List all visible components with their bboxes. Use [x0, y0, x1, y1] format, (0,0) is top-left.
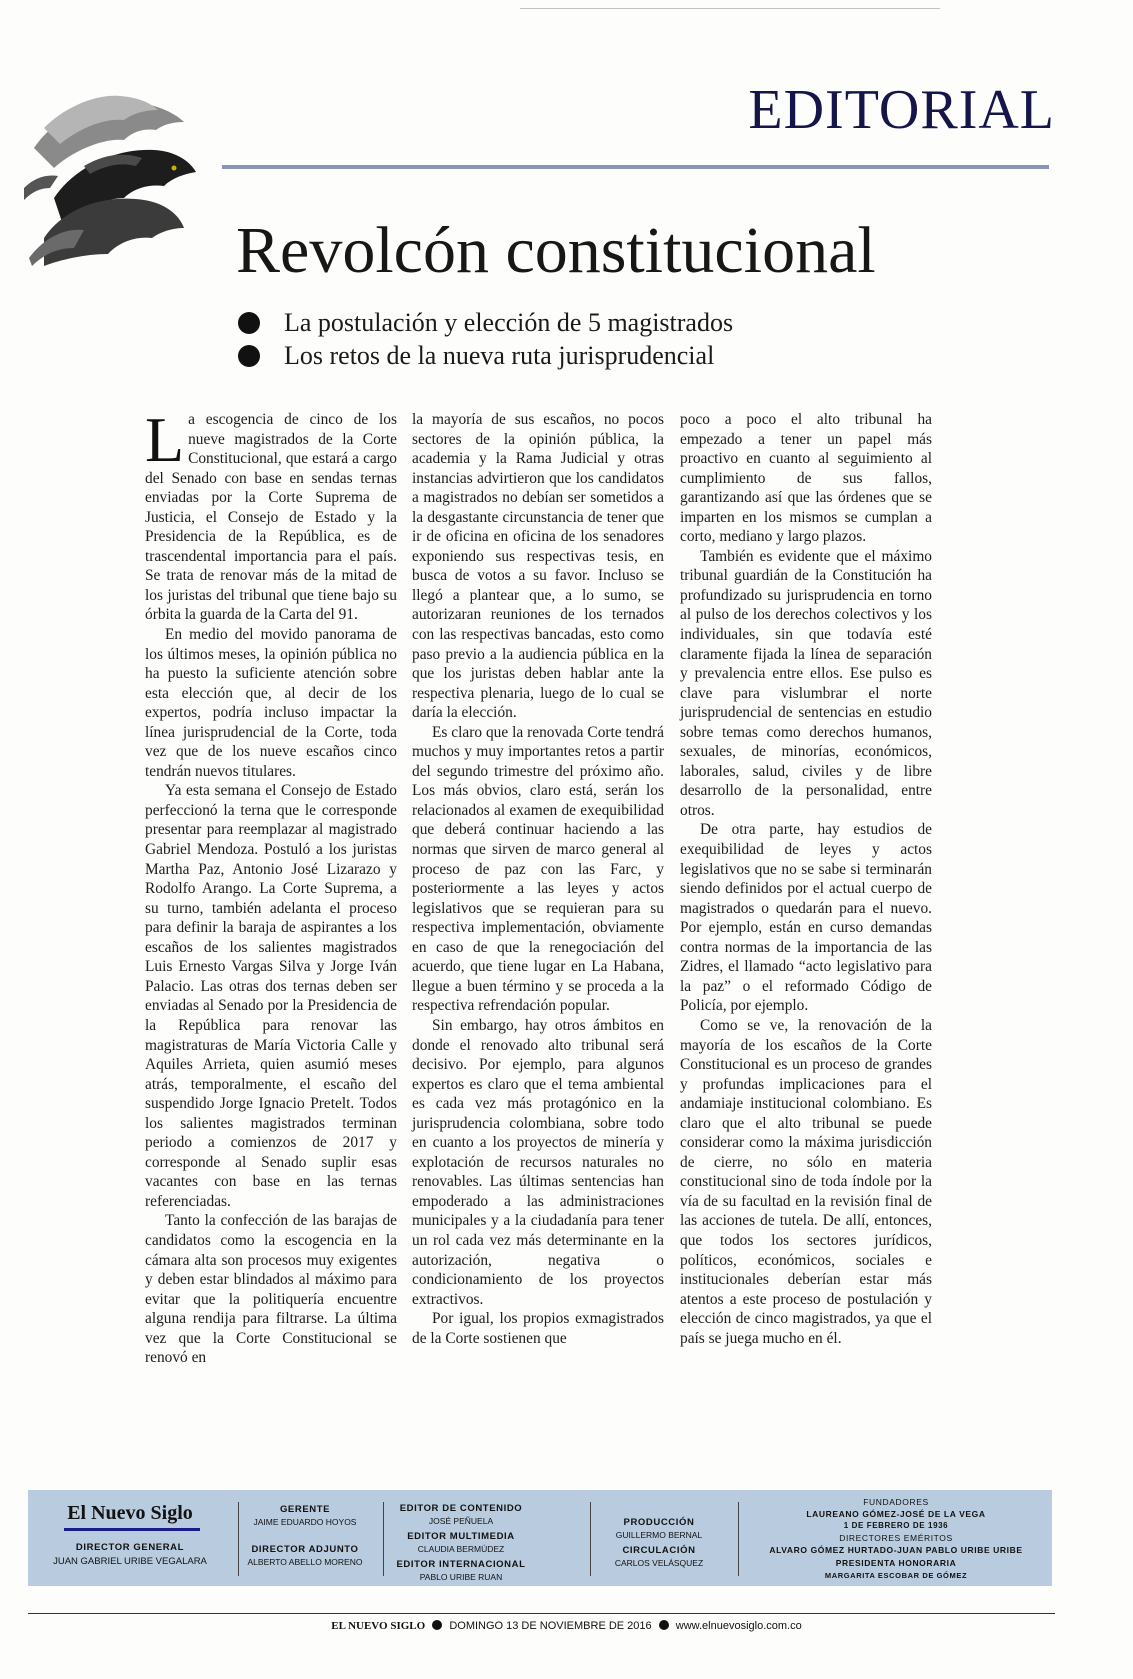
- circulacion-title: CIRCULACIÓN: [622, 1545, 696, 1556]
- produccion-name: GUILLERMO BERNAL: [615, 1530, 703, 1540]
- paragraph: También es evidente que el máximo tribunal guardián de la Constitución ha profundizado su jurisprudencia en torno al pulso de los derechos colectivos y los individuales, sin que todavía esté claramente fijada la línea de separación y prevalencia entre ellos. Ese pulso es clave para vislumbrar el norte jurisprudencial de sentencias en estudio sobre temas como derechos humanos, sexuales, de minorías, económicos, laborales, salud, civiles y de libre desarrollo de la personalidad, entre otros.: [680, 547, 932, 819]
- horse-sculpture-illustration: [24, 88, 202, 268]
- director-adjunto-title: DIRECTOR ADJUNTO: [251, 1544, 359, 1555]
- drop-cap: L: [145, 404, 185, 475]
- footer-url: www.elnuevosiglo.com.co: [675, 1620, 802, 1632]
- circulacion-name: CARLOS VELÁSQUEZ: [614, 1558, 704, 1568]
- paragraph: Es claro que la renovada Corte tendrá muchos y muy importantes retos a partir del segundo trimestre del próximo año. Los más obvios, claro está, serán los relacionados al examen de exequibilidad que deberá continuar haciendo a las normas que sirven de marco general al proceso de paz con las Farc, y posteriormente a las leyes y actos legislativos que se requieran para su respectiva implementación, obviamente en caso de que la renegociación del acuerdo, que tiene lugar en La Habana, llegue a buen término y se proceda a la respectiva refrendación popular.: [412, 723, 664, 1015]
- masthead-divider: [383, 1502, 384, 1576]
- article-column-2: [412, 410, 664, 1348]
- director-adjunto-name: ALBERTO ABELLO MORENO: [247, 1557, 363, 1567]
- article-column-3: [680, 410, 932, 1348]
- deck-item: [238, 308, 733, 338]
- header-rule: [222, 165, 1049, 169]
- paragraph: [145, 404, 397, 625]
- masthead-divider: [590, 1502, 591, 1576]
- gerente-name: JAIME EDUARDO HOYOS: [253, 1517, 357, 1527]
- fundadores-title: FUNDADORES: [863, 1497, 929, 1507]
- paragraph: De otra parte, hay estudios de exequibilidad de leyes y actos legislativos que no se sabe si terminarán siendo definidos por el actual cuerpo de magistrados o quedarán para el nuevo. Por ejemplo, están en curso demandas contra normas de la importancia de las Zidres, el llamado “acto legislativo para la paz” o el reformado Código de Policía, por ejemplo.: [680, 821, 932, 1015]
- newspaper-logo: El Nuevo Siglo: [67, 1502, 193, 1524]
- masthead-divider: [238, 1502, 239, 1576]
- bullet-icon: [659, 1620, 669, 1630]
- section-label: EDITORIAL: [748, 79, 1055, 141]
- paragraph: Tanto la confección de las barajas de candidatos como la escogencia en la cámara alta son procesos muy exigentes y deben estar blindados al máximo para evitar que la politiquería encuentre alguna rendija para filtrarse. La última vez que la Corte Constitucional se renovó en: [145, 1212, 397, 1367]
- bullet-icon: [238, 345, 260, 367]
- director-general-name: JUAN GABRIEL URIBE VEGALARA: [53, 1556, 207, 1567]
- deck-text: La postulación y elección de 5 magistrados: [284, 308, 734, 337]
- paragraph: Ya esta semana el Consejo de Estado perfeccionó la terna que le corresponde presentar para reemplazar al magistrado Gabriel Mendoza. Postuló a los juristas Martha Paz, Antonio José Lizarazo y Rodolfo Arango. La Corte Suprema, a su turno, también adelanta el proceso para definir la baraja de aspirantes a los escaños de los salientes magistrados Luis Ernesto Vargas Silva y Jorge Iván Palacio. Las otras dos ternas deben ser enviadas al Senado por la Presidencia de la República para renovar las magistraturas de María Victoria Calle y Aquiles Arrieta, quien asumió meses atrás, temporalmente, el escaño del suspendido Jorge Ignacio Pretelt. Todos los salientes magistrados terminan periodo a comienzos de 2017 y corresponde al Senado suplir esas vacantes con base en las ternas referenciadas.: [145, 782, 397, 1210]
- editor-internacional-name: PABLO URIBE RUAN: [419, 1572, 503, 1582]
- produccion-title: PRODUCCIÓN: [623, 1517, 695, 1528]
- paragraph: Como se ve, la renovación de la mayoría de los escaños de la Corte Constitucional es un proceso de grandes y profundas implicaciones para el andamiaje institucional colombiano. Es claro que el alto tribunal se puede considerar como la máxima jurisdicción de cierre, no sólo en materia constitucional sino de toda índole por la vía de su facultad en la revisión final de las acciones de tutela. De allí, entonces, que todos los sectores jurídicos, políticos, económicos, sociales e institucionales deberían estar más atentos a este proceso de postulación y elección de cinco magistrados, ya que el país se juega mucho en él.: [680, 1016, 932, 1347]
- paragraph: En medio del movido panorama de los últimos meses, la opinión pública no ha puesto la suficiente atención sobre esta elección que, al decir de los expertos, podría incluso impactar la línea jurisprudencial de la Corte, toda vez que de los nueve escaños cinco tendrán nuevos titulares.: [145, 626, 397, 780]
- bullet-icon: [238, 312, 260, 334]
- director-general-title: DIRECTOR GENERAL: [75, 1542, 185, 1553]
- page-footer: [0, 1620, 1133, 1632]
- headline: Revolcón constitucional: [236, 214, 876, 287]
- editor-contenido-title: EDITOR DE CONTENIDO: [399, 1503, 523, 1514]
- paragraph: Sin embargo, hay otros ámbitos en donde el renovado alto tribunal será decisivo. Por ejemplo, para algunos expertos es claro que el tema ambiental es cada vez más protagónico en la jurisprudencia colombiana, sobre todo en cuanto a los proyectos de minería y explotación de recursos naturales no renovables. Las últimas sentencias han empoderado a las administraciones municipales y a la ciudadanía para tener un rol cada vez más determinante en la autorización, negativa o condicionamiento de los proyectos extractivos.: [412, 1016, 664, 1308]
- article-column-1: [145, 404, 397, 1368]
- deck-text: Los retos de la nueva ruta jurisprudencial: [284, 341, 715, 370]
- fundacion-fecha: 1 DE FEBRERO DE 1936: [843, 1521, 949, 1530]
- editor-multimedia-title: EDITOR MULTIMEDIA: [407, 1531, 515, 1542]
- paragraph: poco a poco el alto tribunal ha empezado a tener un papel más proactivo en cuanto al seguimiento al cumplimiento de sus fallos, garantizando así que las órdenes que se imparten en los mismos se cumplan a corto, mediano y largo plazos.: [680, 411, 932, 546]
- masthead-box: [28, 1490, 1052, 1586]
- top-scan-rule: [520, 8, 940, 9]
- masthead-divider: [738, 1502, 739, 1576]
- presidenta-name: MARGARITA ESCOBAR DE GÓMEZ: [824, 1571, 968, 1580]
- editor-internacional-title: EDITOR INTERNACIONAL: [396, 1559, 526, 1570]
- gerente-title: GERENTE: [279, 1504, 331, 1515]
- editor-multimedia-name: CLAUDIA BERMÚDEZ: [417, 1544, 505, 1554]
- fundadores-names: LAUREANO GÓMEZ-JOSÉ DE LA VEGA: [806, 1509, 986, 1519]
- emeritos-names: ALVARO GÓMEZ HURTADO-JUAN PABLO URIBE URIBE: [769, 1545, 1023, 1555]
- bullet-icon: [432, 1620, 442, 1630]
- footer-brand: EL NUEVO SIGLO: [331, 1620, 426, 1632]
- footer-date: DOMINGO 13 DE NOVIEMBRE DE 2016: [449, 1620, 652, 1632]
- paragraph: Por igual, los propios exmagistrados de la Corte sostienen que: [412, 1310, 664, 1347]
- paragraph: la mayoría de sus escaños, no pocos sectores de la opinión pública, la academia y la Rama Judicial y otras instancias advirtieron que los candidatos a magistrados no debían ser sometidos a la desgastante circunstancia de tener que ir de oficina en oficina de los senadores exponiendo sus respectivas tesis, en busca de votos a su favor. Incluso se llegó a plantear que, a lo sumo, se autorizaran reuniones de los ternados con las respectivas bancadas, esto como paso previo a la audiencia pública en la que los juristas deben hablar ante la respectiva plenaria, luego de lo cual se daría la elección.: [412, 411, 664, 722]
- editor-contenido-name: JOSÉ PEÑUELA: [428, 1516, 494, 1526]
- emeritos-title: DIRECTORES EMÉRITOS: [839, 1533, 953, 1543]
- deck-item: [238, 341, 714, 371]
- logo-underline: [64, 1528, 200, 1531]
- paragraph-text: a escogencia de cinco de los nueve magistrados de la Corte Constitucional, que estará a cargo del Senado con base en sendas ternas enviadas por la Corte Suprema de Justicia, el Consejo de Estado y la Presidencia de la República, es de trascendental importancia para el país. Se trata de renovar más de la mitad de los juristas del tribunal que tiene bajo su órbita la guarda de la Carta del 91.: [145, 411, 397, 624]
- footer-rule: [28, 1613, 1055, 1614]
- presidenta-title: PRESIDENTA HONORARIA: [835, 1558, 957, 1568]
